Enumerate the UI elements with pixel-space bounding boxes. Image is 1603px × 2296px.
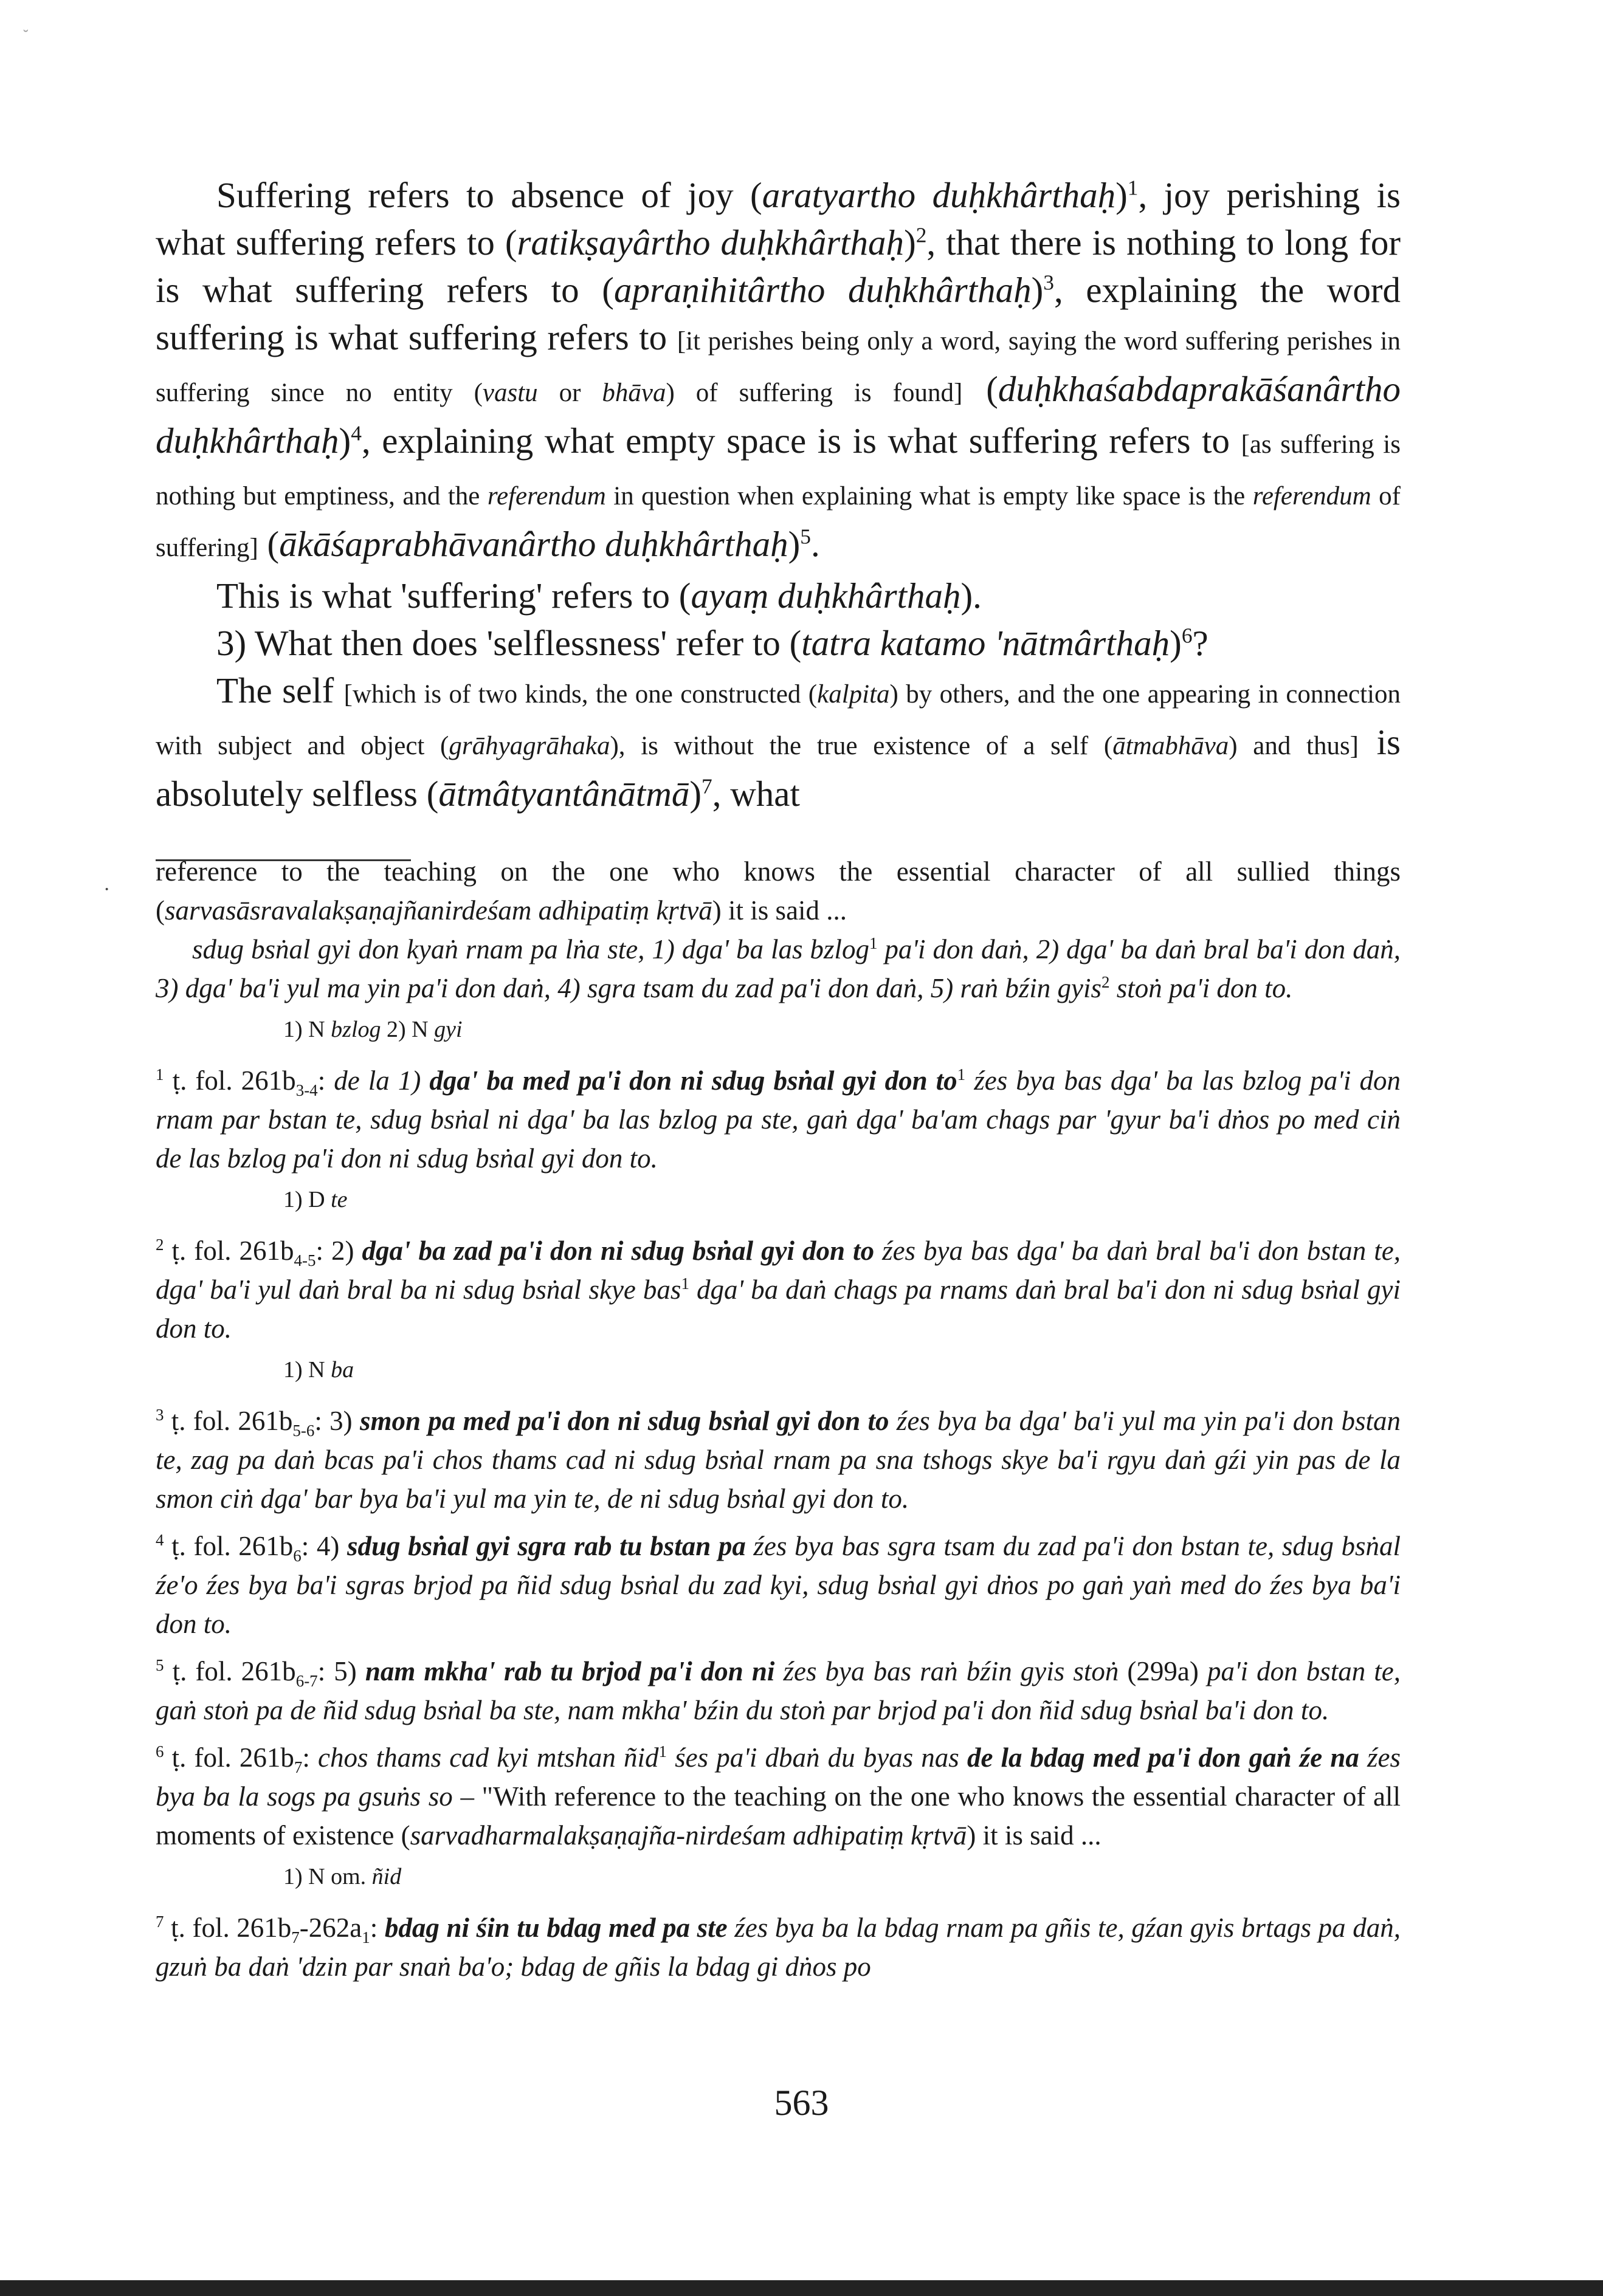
footnote-2: $^2$ ṭ. fol. $261b_{4-5}$: 2) dga' ba zad pa'i don ni sdug bsṅal gyi don to źes bya bas dga' ba daṅ bral ba'i don bstan te, dga' ba'i yul daṅ bral ba ni sdug bsṅal skye bas$^1$ dga' ba daṅ chags pa rnams daṅ bral ba'i don ni sdug bsṅal gyi don to. [156, 1236, 1401, 1344]
paragraph-summary: This is what 'suffering' refers to (ayaṃ duḥkhârthaḥ). [216, 576, 982, 616]
continued-note: reference to the teaching on the one who knows the essential character of all sullied things (sarvasāsravalakṣaṇajñanirdeśam adhipatiṃ kṛtvā) it is said ... [156, 856, 1401, 926]
paragraph-suffering: Suffering refers to absence of joy (aratyartho duḥkhârthaḥ)$^1$, joy perishing is what suffering refers to (ratikṣayârtho duḥkhârthaḥ)$^2$, that there is nothing to long for is what suffering refers to (apraṇihitârtho duḥkhârthaḥ)$^3$, explaining the word suffering is what suffering refers to [it perishes being only a word, saying the word suffering perishes in suffering since no entity (vastu or bhāva) of suffering is found] (duḥkhaśabdaprakāśanârtho duḥkhârthaḥ)$^4$, explaining what empty space is is what suffering refers to [as suffering is nothing but emptiness, and the referendum in question when explaining what is empty like space is the referendum of suffering] (ākāśaprabhāvanârtho duḥkhârthaḥ)$^5$. [156, 175, 1401, 564]
scan-bottom-edge [0, 2280, 1603, 2296]
footnote-6-variant: 1) N om. ñid [283, 1864, 402, 1889]
footnote-1-variant: 1) D te [283, 1187, 348, 1212]
footnotes [156, 852, 1401, 1986]
page-number: 563 [774, 2083, 829, 2123]
main-text [156, 171, 1401, 817]
margin-dot: · [103, 878, 111, 901]
footnote-6: $^6$ ṭ. fol. $261b_7$: chos thams cad kyi mtshan ñid$^1$ śes pa'i dbaṅ du byas nas de la bdag med pa'i don gaṅ źe na źes bya ba la sogs pa gsuṅs so – "With reference to the teaching on the one who knows the essential character of all moments of existence (sarvadharmalakṣaṇajña-nirdeśam adhipatiṃ kṛtvā) it is said ... [156, 1742, 1401, 1851]
footnote-2-variant: 1) N ba [283, 1357, 354, 1383]
paragraph-question: 3) What then does 'selflessness' refer to (tatra katamo 'nātmârthaḥ)$^6$? [216, 623, 1208, 663]
footnote-7: $^7$ ṭ. fol. $261b_7-262a_1$: bdag ni śin tu bdag med pa ste źes bya ba la bdag rnam pa gñis te, gźan gyis brtags pa daṅ, gzuṅ ba daṅ 'dzin par snaṅ ba'o; bdag de gñis la bdag gi dṅos po [156, 1913, 1401, 1982]
footnote-5: $^5$ ṭ. fol. $261b_{6-7}$: 5) nam mkha' rab tu brjod pa'i don ni źes bya bas raṅ bźin gyis stoṅ (299a) pa'i don bstan te, gaṅ stoṅ pa de ñid sdug bsṅal ba ste, nam mkha' bźin du stoṅ par brjod pa'i don ñid sdug bsṅal ba'i don to. [156, 1656, 1401, 1725]
footnote-3: $^3$ ṭ. fol. $261b_{5-6}$: 3) smon pa med pa'i don ni sdug bsṅal gyi don to źes bya ba dga' ba'i yul ma yin pa'i don bstan te, zag pa daṅ bcas pa'i chos thams cad ni sdug bsṅal rnam pa sna tshogs skye ba'i rgyu daṅ gźi yin pas de la smon ciṅ dga' bar bya ba'i yul ma yin te, de ni sdug bsṅal gyi don to. [156, 1406, 1401, 1514]
tibetan-quote: sdug bsṅal gyi don kyaṅ rnam pa lṅa ste, 1) dga' ba las bzlog$^1$ pa'i don daṅ, 2) dga' ba daṅ bral ba'i don daṅ, 3) dga' ba'i yul ma yin pa'i don daṅ, 4) sgra tsam du zad pa'i don daṅ, 5) raṅ bźin gyis$^2$ stoṅ pa'i don to. [156, 934, 1401, 1003]
variant-reading: 1) N bzlog 2) N gyi [283, 1017, 463, 1042]
footnote-1: $^1$ ṭ. fol. $261b_{3-4}$: de la 1) dga' ba med pa'i don ni sdug bsṅal gyi don $to^1$ źes bya bas dga' ba las bzlog pa'i don rnam par bstan te, sdug bsṅal ni dga' ba las bzlog pa ste, gaṅ dga' ba'am chags par 'gyur ba'i dṅos po med ciṅ de las bzlog pa'i don ni sdug bsṅal gyi don to. [156, 1065, 1401, 1174]
paragraph-self: The self [which is of two kinds, the one constructed (kalpita) by others, and the one appearing in connection with subject and object (grāhyagrāhaka), is without the true existence of a self (ātmabhāva) and thus] is absolutely selfless (ātmâtyantânātmā)$^7$, what [156, 670, 1401, 814]
scan-corner-mark: ˘ [23, 27, 29, 44]
footnote-4: $^4$ ṭ. fol. $261b_6$: 4) sdug bsṅal gyi sgra rab tu bstan pa źes bya bas sgra tsam du zad pa'i don bstan te, sdug bsṅal źe'o źes bya ba'i sgras brjod pa ñid sdug bsṅal du zad kyi, sdug bsṅal gyi dṅos po gaṅ yaṅ med do źes bya ba'i don to. [156, 1531, 1401, 1639]
